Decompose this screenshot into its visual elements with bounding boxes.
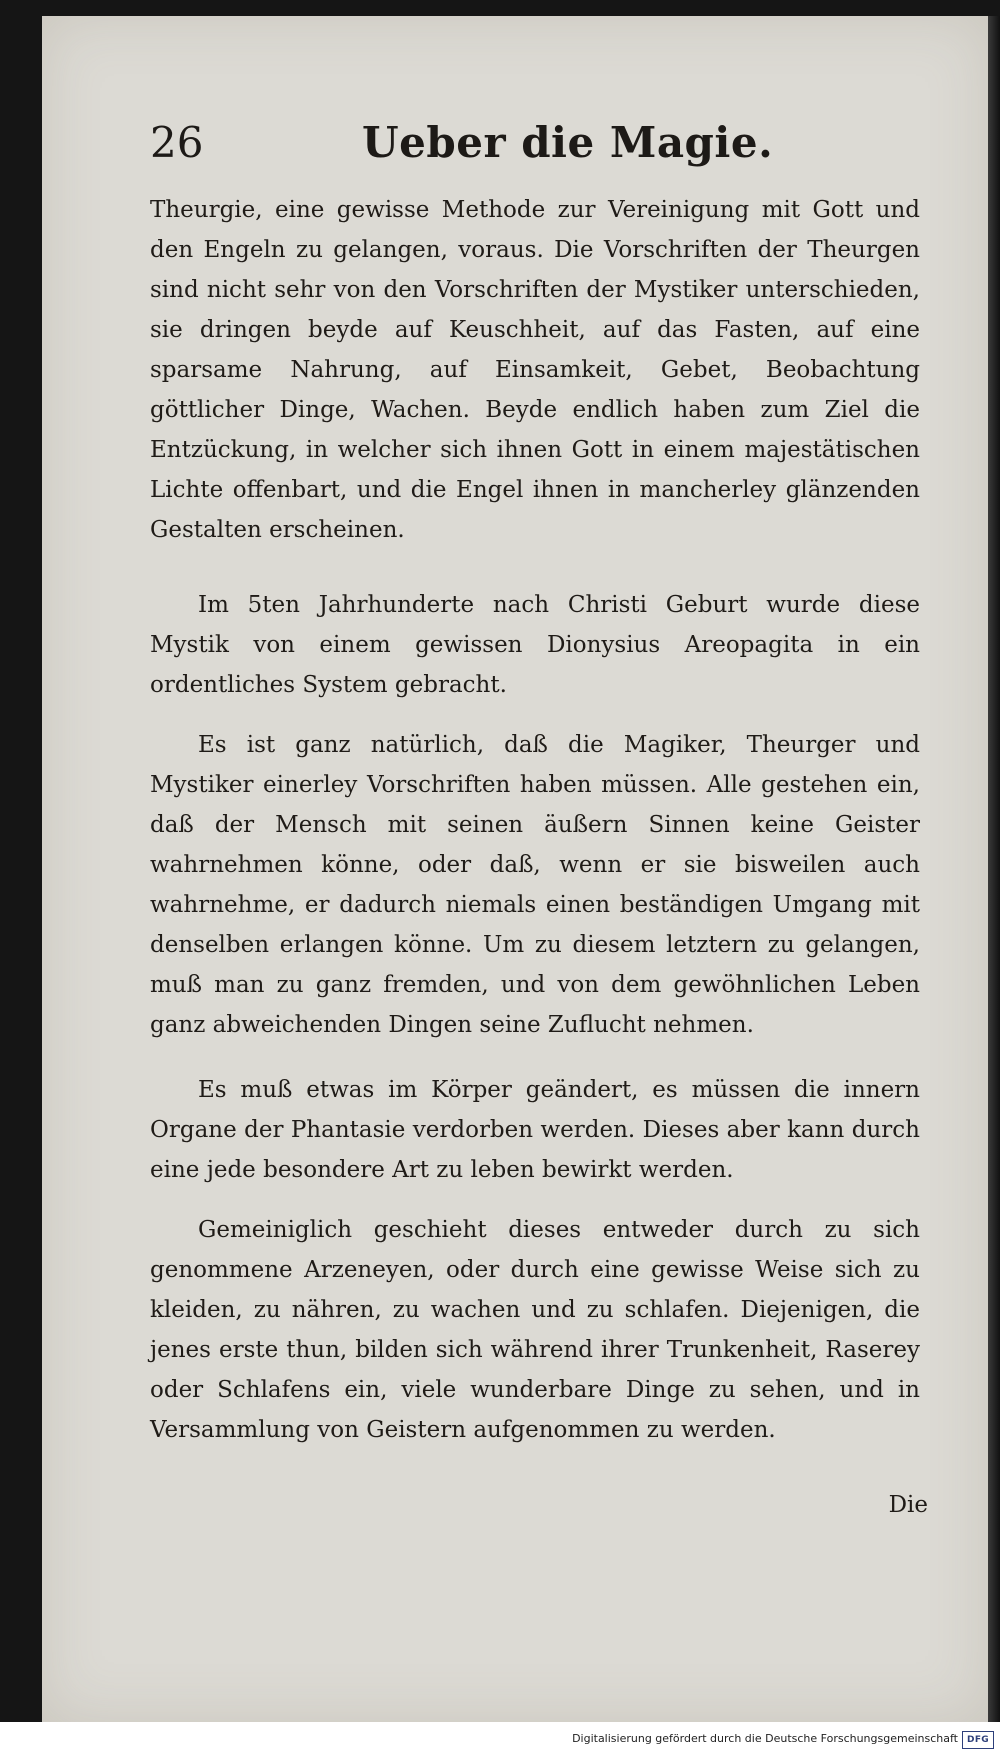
paragraph-1: Theurgie, eine gewisse Methode zur Vereinigung mit Gott und den Engeln zu gelangen, voraus. Die Vorschriften der Theurgen sind nicht sehr von den Vorschriften der Mystiker unterschieden, sie dringen beyde auf Keuschheit, auf das Fasten, auf eine sparsame Nahrung, auf Einsamkeit, Gebet, Beobachtung göttlicher Dinge, Wachen. Beyde endlich haben zum Ziel die Entzückung, in welcher sich ihnen Gott in einem majestätischen Lichte offenbart, und die Engel ihnen in mancherley glänzenden Gestalten erscheinen.	[150, 197, 920, 543]
page-edge	[988, 16, 1000, 1722]
footer-credit: Digitalisierung gefördert durch die Deutsche Forschungsgemeinschaft	[572, 1732, 958, 1745]
footer-bar	[0, 1722, 1000, 1761]
running-title: Ueber die Magie.	[362, 118, 774, 167]
paragraph-3: Es ist ganz natürlich, daß die Magiker, Theurger und Mystiker einerley Vorschriften haben müssen. Alle gestehen ein, daß der Mensch mit seinen äußern Sinnen keine Geister wahrnehmen könne, oder daß, wenn er sie bisweilen auch wahrnehme, er dadurch niemals einen beständigen Umgang mit denselben erlangen könne. Um zu diesem letztern zu gelangen, muß man zu ganz fremden, und von dem gewöhnlichen Leben ganz abweichenden Dingen seine Zuflucht nehmen.	[150, 732, 920, 1038]
paragraph-4: Es muß etwas im Körper geändert, es müssen die innern Organe der Phantasie verdorben werden. Dieses aber kann durch eine jede besondere Art zu leben bewirkt werden.	[150, 1077, 920, 1183]
paragraph-2: Im 5ten Jahrhunderte nach Christi Geburt wurde diese Mystik von einem gewissen Dionysius Areopagita in ein ordentliches System gebracht.	[150, 592, 920, 698]
page-number: 26	[150, 118, 204, 167]
dfg-logo-icon: DFG	[962, 1731, 994, 1749]
page-header	[150, 118, 774, 178]
paragraph-5: Gemeiniglich geschieht dieses entweder durch zu sich genommene Arzeneyen, oder durch eine gewisse Weise sich zu kleiden, zu nähren, zu wachen und zu schlafen. Diejenigen, die jenes erste thun, bilden sich während ihrer Trunkenheit, Raserey oder Schlafens ein, viele wunderbare Dinge zu sehen, und in Versammlung von Geistern aufgenommen zu werden.	[150, 1217, 920, 1443]
catchword: Die	[888, 1492, 928, 1518]
